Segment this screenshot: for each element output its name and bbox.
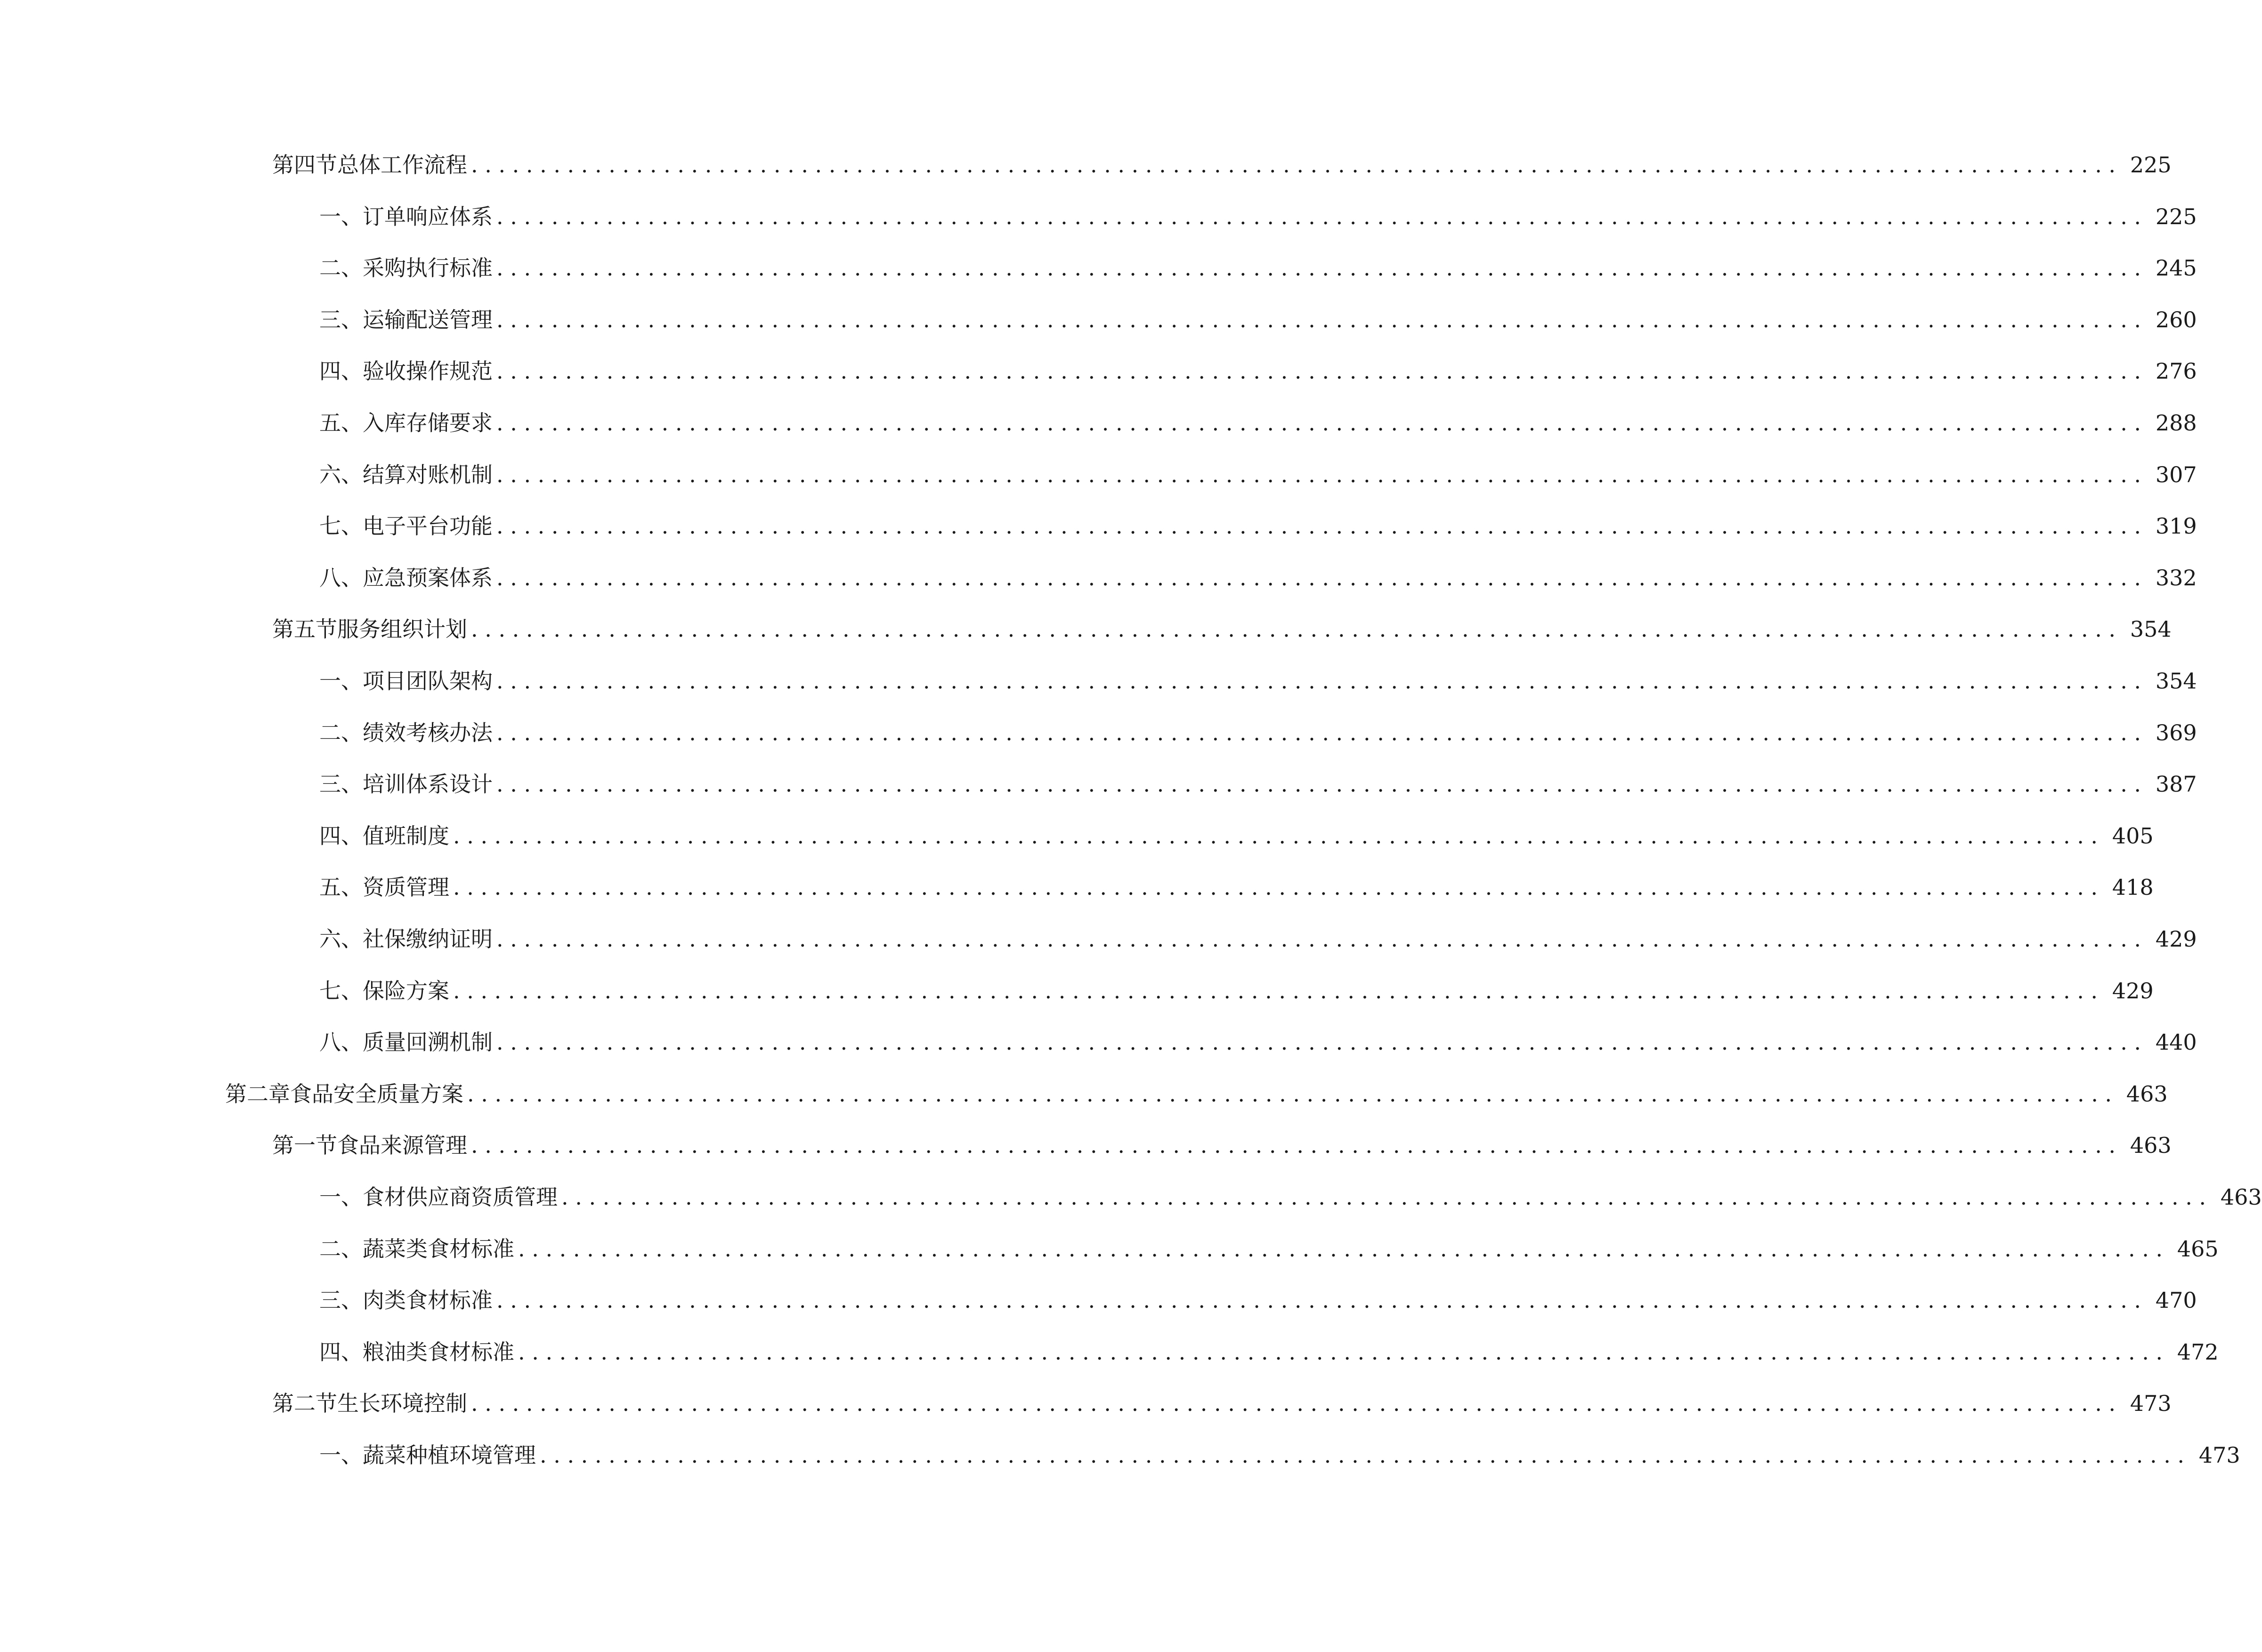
- dot-leader: ........................................................................................................................: [496, 668, 2148, 694]
- toc-entry-number: 七、: [319, 513, 363, 539]
- toc-entry-title: 食品安全质量方案: [290, 1081, 463, 1107]
- toc-entry-title: 培训体系设计: [363, 771, 493, 797]
- toc-entry-page-number: 463: [2130, 1133, 2172, 1158]
- toc-entry-number: 三、: [319, 1288, 363, 1313]
- toc-entry-page-number: 276: [2155, 358, 2197, 384]
- toc-entry-title: 总体工作流程: [337, 152, 467, 178]
- toc-entry-number: 六、: [319, 462, 363, 487]
- dot-leader: ........................................................................................................................: [496, 1288, 2148, 1313]
- toc-entry-page-number: 465: [2177, 1236, 2219, 1262]
- dot-leader: ........................................................................................................................: [561, 1184, 2213, 1210]
- dot-leader: ........................................................................................................................: [453, 823, 2105, 849]
- toc-entry-title: 采购执行标准: [363, 255, 493, 281]
- dot-leader: ........................................................................................................................: [496, 358, 2148, 384]
- toc-entry-number: 二、: [319, 720, 363, 745]
- toc-entry-number: 四、: [319, 823, 363, 849]
- toc-entry-number: 第五节: [272, 616, 337, 642]
- dot-leader: ........................................................................................................................: [467, 1081, 2119, 1107]
- toc-entry-title: 粮油类食材标准: [363, 1339, 514, 1365]
- toc-entry-title: 结算对账机制: [363, 462, 493, 487]
- toc-entry-item[interactable]: [319, 456, 2197, 494]
- toc-entry-item[interactable]: [319, 507, 2197, 545]
- toc-entry-page-number: 332: [2155, 565, 2197, 591]
- toc-entry-number: 第二节: [272, 1391, 337, 1417]
- dot-leader: ........................................................................................................................: [496, 513, 2148, 539]
- toc-entry-item[interactable]: [319, 301, 2197, 339]
- toc-entry-page-number: 429: [2112, 978, 2154, 1004]
- toc-entry-page-number: 319: [2155, 513, 2197, 539]
- toc-entry-page-number: 225: [2155, 203, 2197, 229]
- toc-entry-number: 第二章: [225, 1081, 290, 1107]
- dot-leader: ........................................................................................................................: [496, 307, 2148, 332]
- toc-entry-page-number: 463: [2220, 1184, 2262, 1210]
- dot-leader: ........................................................................................................................: [471, 1133, 2123, 1158]
- toc-entry-title: 质量回溯机制: [363, 1029, 493, 1055]
- toc-entry-item[interactable]: [319, 1281, 2197, 1319]
- toc-entry-page-number: 387: [2155, 771, 2197, 797]
- dot-leader: ........................................................................................................................: [496, 1029, 2148, 1055]
- toc-entry-number: 一、: [319, 1442, 363, 1468]
- dot-leader: ........................................................................................................................: [518, 1236, 2170, 1262]
- toc-entry-title: 生长环境控制: [337, 1391, 467, 1417]
- toc-entry-page-number: 429: [2155, 926, 2197, 952]
- dot-leader: ........................................................................................................................: [471, 152, 2123, 178]
- toc-entry-page-number: 245: [2155, 255, 2197, 281]
- toc-entry-number: 第四节: [272, 152, 337, 178]
- toc-entry-title: 订单响应体系: [363, 203, 493, 229]
- toc-entry-title: 蔬菜类食材标准: [363, 1236, 514, 1262]
- toc-entry-page-number: 354: [2155, 668, 2197, 694]
- toc-entry-title: 验收操作规范: [363, 358, 493, 384]
- toc-entry-item[interactable]: [319, 868, 2154, 906]
- toc-entry-number: 一、: [319, 668, 363, 694]
- toc-entry-number: 七、: [319, 978, 363, 1004]
- toc-entry-title: 入库存储要求: [363, 410, 493, 436]
- toc-entry-title: 资质管理: [363, 875, 449, 900]
- toc-entry-item[interactable]: [319, 1230, 2219, 1268]
- toc-entry-number: 五、: [319, 410, 363, 436]
- toc-entry-item[interactable]: [319, 972, 2154, 1010]
- dot-leader: ........................................................................................................................: [453, 875, 2105, 900]
- toc-entry-item[interactable]: [319, 714, 2197, 752]
- dot-leader: ........................................................................................................................: [518, 1339, 2170, 1365]
- toc-entry-page-number: 354: [2130, 616, 2172, 642]
- toc-entry-page-number: 225: [2130, 152, 2172, 178]
- toc-entry-title: 项目团队架构: [363, 668, 493, 694]
- toc-entry-item[interactable]: [319, 817, 2154, 855]
- toc-entry-item[interactable]: [319, 1023, 2197, 1061]
- toc-entry-title: 肉类食材标准: [363, 1288, 493, 1313]
- toc-entry-number: 一、: [319, 1184, 363, 1210]
- toc-entry-chapter[interactable]: [225, 1075, 2168, 1113]
- toc-entry-number: 第一节: [272, 1133, 337, 1158]
- dot-leader: ........................................................................................................................: [471, 1391, 2123, 1417]
- dot-leader: ........................................................................................................................: [496, 565, 2148, 591]
- toc-entry-number: 四、: [319, 1339, 363, 1365]
- toc-entry-page-number: 470: [2155, 1288, 2197, 1313]
- toc-entry-number: 四、: [319, 358, 363, 384]
- toc-entry-page-number: 473: [2130, 1391, 2172, 1417]
- toc-entry-title: 运输配送管理: [363, 307, 493, 332]
- toc-entry-item[interactable]: [319, 765, 2197, 803]
- toc-entry-title: 应急预案体系: [363, 565, 493, 591]
- dot-leader: ........................................................................................................................: [496, 255, 2148, 281]
- dot-leader: ........................................................................................................................: [540, 1442, 2191, 1468]
- toc-entry-item[interactable]: [319, 1436, 2240, 1474]
- toc-entry-number: 八、: [319, 1029, 363, 1055]
- toc-entry-title: 绩效考核办法: [363, 720, 493, 745]
- toc-entry-section[interactable]: [272, 146, 2172, 184]
- toc-entry-section[interactable]: [272, 1385, 2172, 1422]
- toc-entry-section[interactable]: [272, 610, 2172, 648]
- toc-entry-item[interactable]: [319, 559, 2197, 597]
- toc-entry-item[interactable]: [319, 249, 2197, 287]
- toc-entry-page-number: 472: [2177, 1339, 2219, 1365]
- dot-leader: ........................................................................................................................: [471, 616, 2123, 642]
- dot-leader: ........................................................................................................................: [496, 462, 2148, 487]
- dot-leader: ........................................................................................................................: [496, 720, 2148, 745]
- toc-entry-title: 食材供应商资质管理: [363, 1184, 558, 1210]
- toc-entry-page-number: 369: [2155, 720, 2197, 745]
- toc-entry-number: 五、: [319, 875, 363, 900]
- toc-entry-item[interactable]: [319, 1333, 2219, 1371]
- toc-entry-number: 二、: [319, 1236, 363, 1262]
- toc-entry-number: 六、: [319, 926, 363, 952]
- dot-leader: ........................................................................................................................: [496, 771, 2148, 797]
- toc-entry-section[interactable]: [272, 1126, 2172, 1164]
- toc-entry-number: 一、: [319, 203, 363, 229]
- dot-leader: ........................................................................................................................: [496, 926, 2148, 952]
- toc-entry-page-number: 288: [2155, 410, 2197, 436]
- toc-entry-item[interactable]: [319, 404, 2197, 442]
- toc-entry-number: 二、: [319, 255, 363, 281]
- toc-entry-title: 食品来源管理: [337, 1133, 467, 1158]
- toc-entry-title: 保险方案: [363, 978, 449, 1004]
- toc-entry-number: 八、: [319, 565, 363, 591]
- toc-entry-title: 服务组织计划: [337, 616, 467, 642]
- toc-entry-page-number: 418: [2112, 875, 2154, 900]
- dot-leader: ........................................................................................................................: [453, 978, 2105, 1004]
- toc-entry-item[interactable]: [319, 662, 2197, 700]
- toc-entry-item[interactable]: [319, 198, 2197, 235]
- toc-entry-number: 三、: [319, 307, 363, 332]
- dot-leader: ........................................................................................................................: [496, 203, 2148, 229]
- toc-entry-title: 蔬菜种植环境管理: [363, 1442, 536, 1468]
- toc-entry-item[interactable]: [319, 352, 2197, 390]
- toc-entry-page-number: 260: [2155, 307, 2197, 332]
- toc-entry-item[interactable]: [319, 1178, 2262, 1216]
- toc-entry-title: 电子平台功能: [363, 513, 493, 539]
- toc-entry-page-number: 473: [2198, 1442, 2240, 1468]
- dot-leader: ........................................................................................................................: [496, 410, 2148, 436]
- toc-entry-item[interactable]: [319, 920, 2197, 958]
- toc-entry-page-number: 307: [2155, 462, 2197, 487]
- toc-entry-title: 值班制度: [363, 823, 449, 849]
- toc-entry-page-number: 405: [2112, 823, 2154, 849]
- toc-entry-page-number: 463: [2126, 1081, 2168, 1107]
- toc-entry-page-number: 440: [2155, 1029, 2197, 1055]
- toc-entry-number: 三、: [319, 771, 363, 797]
- toc-entry-title: 社保缴纳证明: [363, 926, 493, 952]
